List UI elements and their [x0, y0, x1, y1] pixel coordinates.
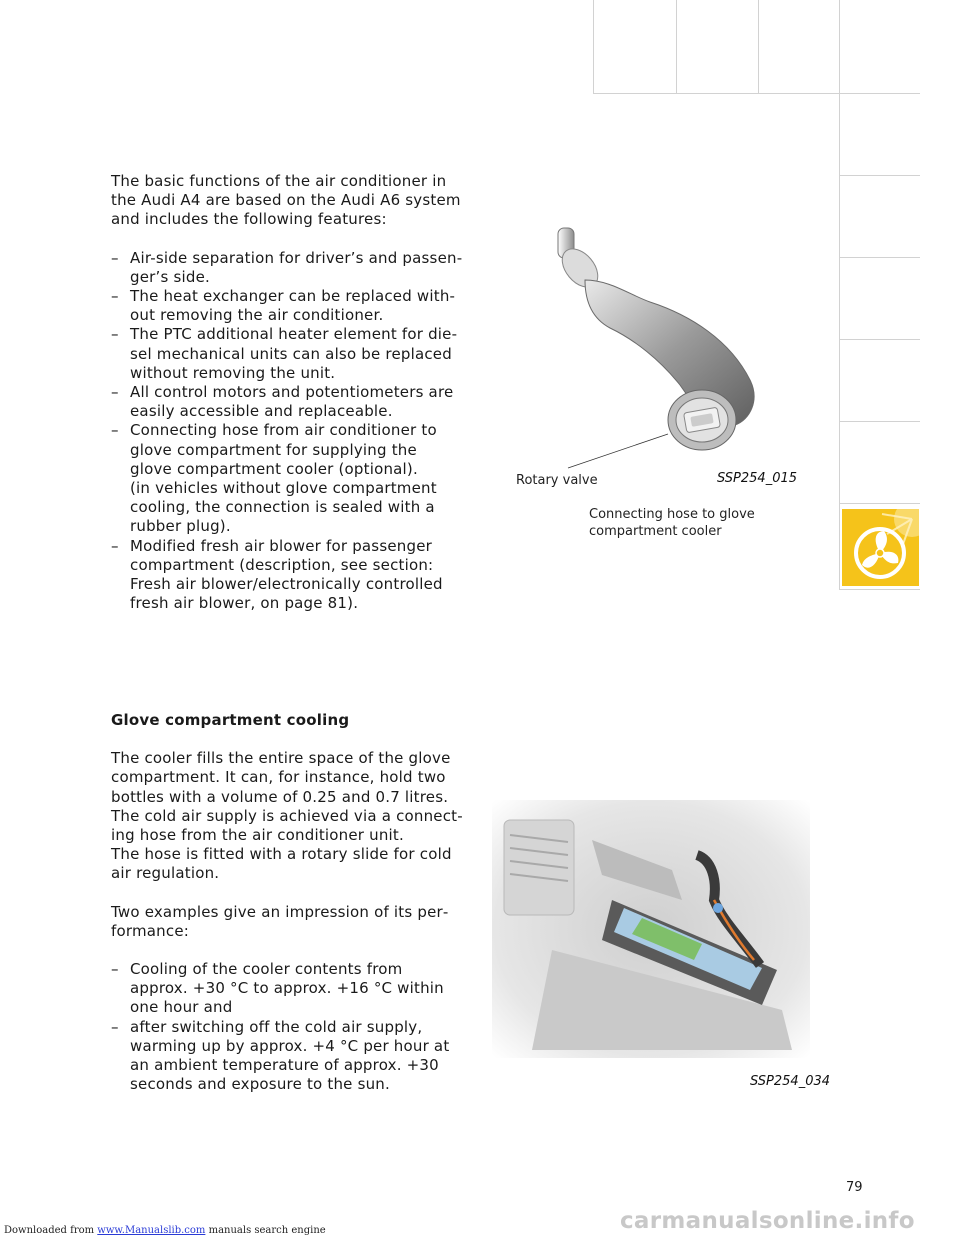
list-item: – Cooling of the cooler contents from approx. +30 °C to approx. +16 °C within one hour and [111, 960, 463, 1018]
glove-paragraph: The hose is fitted with a rotary slide for cold air regulation. [111, 845, 452, 883]
grid-line [839, 421, 920, 422]
grid-line [839, 257, 920, 258]
list-item: – The heat exchanger can be replaced without removing the air conditioner. [111, 287, 463, 325]
list-item: – Connecting hose from air conditioner to glove compartment for supplying the glove compartment cooler (optional). [111, 421, 463, 479]
hose-illustration [540, 220, 800, 480]
footer-prefix: Downloaded from [4, 1225, 98, 1236]
list-item: – after switching off the cold air supply, warming up by approx. +4 °C per hour at an ambient temperature of approx. +30 seconds and exposure to the sun. [111, 1018, 463, 1095]
glove-compartment-photo [492, 800, 810, 1058]
intro-paragraph: The basic functions of the air conditioner in the Audi A4 are based on the Audi A6 system and includes the following features: [111, 172, 461, 229]
manualslib-link[interactable]: www.Manualslib.com [97, 1225, 206, 1236]
watermark: carmanualsonline.info [620, 1208, 915, 1234]
figure-id: SSP254_034 [750, 1074, 831, 1089]
hose-caption: Connecting hose to glove compartment cooler [589, 507, 755, 539]
list-item: – All control motors and potentiometers are easily accessible and replaceable. [111, 383, 463, 421]
list-item: – The PTC additional heater element for diesel mechanical units can also be replaced without removing the unit. [111, 325, 463, 383]
intro-section [111, 172, 463, 613]
grid-line [839, 503, 920, 504]
grid-line [839, 339, 920, 340]
grid-line [593, 93, 920, 94]
chapter-tab [842, 509, 919, 586]
footer-suffix: manuals search engine [205, 1225, 326, 1236]
grid-line [676, 0, 677, 93]
grid-line [839, 589, 920, 590]
section-heading: Glove compartment cooling [111, 711, 350, 729]
fan-sun-icon [842, 509, 919, 586]
feature-list [111, 249, 463, 479]
list-note: (in vehicles without glove compartment cooling, the connection is sealed with a rubber plug). [130, 479, 437, 536]
page-number: 79 [846, 1180, 863, 1195]
grid-line [839, 0, 840, 590]
glove-section [111, 711, 463, 1094]
rotary-valve-label: Rotary valve [516, 473, 598, 488]
grid-line [758, 0, 759, 93]
glove-paragraph: The cooler fills the entire space of the glove compartment. It can, for instance, hold two bottles with a volume of 0.25 and 0.7 litres. The cold air supply is achieved via a connecting hose from the air conditioner unit. [111, 749, 463, 845]
list-item: – Modified fresh air blower for passenger compartment (description, see section: Fresh air blower/electronically controlled fresh air blower, on page 81). [111, 537, 463, 614]
grid-line [839, 175, 920, 176]
feature-list-continued [111, 537, 463, 614]
grid-line [593, 0, 594, 93]
list-item: – Air-side separation for driver’s and passenger’s side. [111, 249, 463, 287]
performance-list [111, 960, 463, 1094]
figure-id: SSP254_015 [717, 471, 798, 486]
glove-paragraph: Two examples give an impression of its performance: [111, 902, 449, 940]
footer [4, 1225, 326, 1236]
